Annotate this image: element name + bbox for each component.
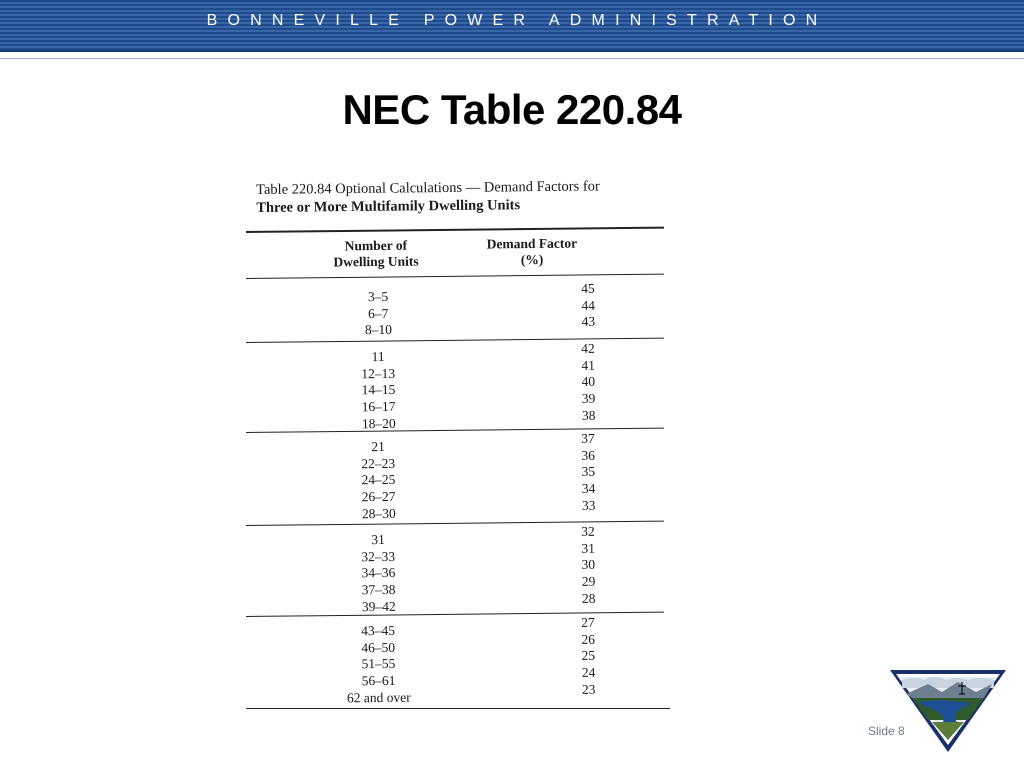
nec-table-scan (244, 176, 670, 712)
dwelling-units-cell: 22–23 (361, 455, 396, 471)
demand-factor-cell: 37 (581, 430, 595, 446)
demand-factor-cell: 30 (581, 557, 596, 573)
dwelling-units-cell: 6–7 (368, 305, 389, 321)
dwelling-units-cell: 16–17 (361, 398, 396, 415)
dwelling-units-cell: 3–5 (367, 288, 389, 305)
dwelling-units-cell: 43–45 (361, 622, 396, 639)
slide-number: Slide 8 (868, 724, 905, 738)
demand-factor-cell: 44 (581, 297, 596, 313)
dwelling-units-cell: 37–38 (361, 581, 396, 598)
table-caption (256, 177, 656, 217)
table-top-rule (246, 227, 664, 233)
dwelling-units-cell: 21 (371, 438, 385, 455)
demand-factor-cell: 32 (581, 523, 595, 539)
column-header-units (316, 237, 436, 270)
table-group (318, 340, 638, 432)
dwelling-units-cell: 32–33 (361, 548, 396, 564)
demand-factor-cell: 26 (581, 631, 596, 647)
demand-factor-cell: 45 (581, 280, 595, 296)
dwelling-units-cell: 51–55 (361, 656, 396, 672)
table-group (318, 523, 638, 615)
demand-factor-cell: 27 (581, 614, 595, 630)
dwelling-units-cell: 62 and over (346, 689, 411, 706)
table-bottom-rule (246, 708, 670, 709)
dwelling-units-cell: 28–30 (361, 505, 396, 522)
demand-factor-cell: 29 (581, 573, 596, 590)
column-header-demand-line1: Demand Factor (486, 235, 578, 252)
dwelling-units-cell: 18–20 (361, 415, 396, 432)
bpa-logo-icon (888, 668, 1008, 754)
demand-factor-cell: 31 (581, 540, 596, 556)
column-header-demand-line2: (%) (520, 251, 544, 268)
dwelling-units-cell: 8–10 (364, 322, 393, 338)
slide-title: NEC Table 220.84 (342, 86, 682, 133)
demand-factor-cell: 40 (581, 374, 596, 390)
table-header-rule (246, 274, 664, 279)
demand-factor-cell: 35 (581, 464, 596, 480)
table-group (318, 280, 638, 338)
table-group (318, 430, 638, 522)
dwelling-units-cell: 11 (371, 348, 385, 365)
header-band (0, 0, 1024, 52)
table-group (318, 614, 638, 706)
demand-factor-cell: 33 (581, 497, 596, 513)
dwelling-units-cell: 26–27 (361, 488, 396, 505)
demand-factor-cell: 41 (581, 357, 596, 373)
demand-factor-cell: 39 (581, 390, 596, 407)
dwelling-units-cell: 14–15 (361, 382, 396, 398)
demand-factor-cell: 36 (581, 447, 596, 463)
column-header-demand-factor (472, 235, 592, 268)
column-header-units-line1: Number of (344, 237, 408, 254)
organization-name: BONNEVILLE POWER ADMINISTRATION (206, 12, 828, 29)
demand-factor-cell: 38 (581, 407, 596, 423)
dwelling-units-cell: 34–36 (361, 565, 396, 581)
demand-factor-cell: 23 (581, 681, 596, 697)
table-caption-line1: Table 220.84 Optional Calculations — Demand Factors for (256, 178, 600, 198)
demand-factor-cell: 34 (581, 480, 596, 497)
demand-factor-cell: 25 (581, 648, 596, 664)
dwelling-units-cell: 46–50 (361, 639, 396, 655)
header-divider (0, 58, 1024, 59)
column-header-units-line2: Dwelling Units (333, 253, 419, 270)
demand-factor-cell: 24 (581, 664, 596, 681)
dwelling-units-cell: 56–61 (361, 672, 396, 689)
demand-factor-cell: 28 (581, 590, 596, 606)
dwelling-units-cell: 24–25 (361, 472, 396, 488)
demand-factor-cell: 42 (581, 340, 595, 356)
dwelling-units-cell: 31 (371, 531, 385, 548)
dwelling-units-cell: 12–13 (361, 365, 396, 381)
demand-factor-cell: 43 (581, 314, 596, 330)
dwelling-units-cell: 39–42 (361, 598, 396, 615)
table-caption-line2: Three or More Multifamily Dwelling Units (256, 197, 521, 216)
